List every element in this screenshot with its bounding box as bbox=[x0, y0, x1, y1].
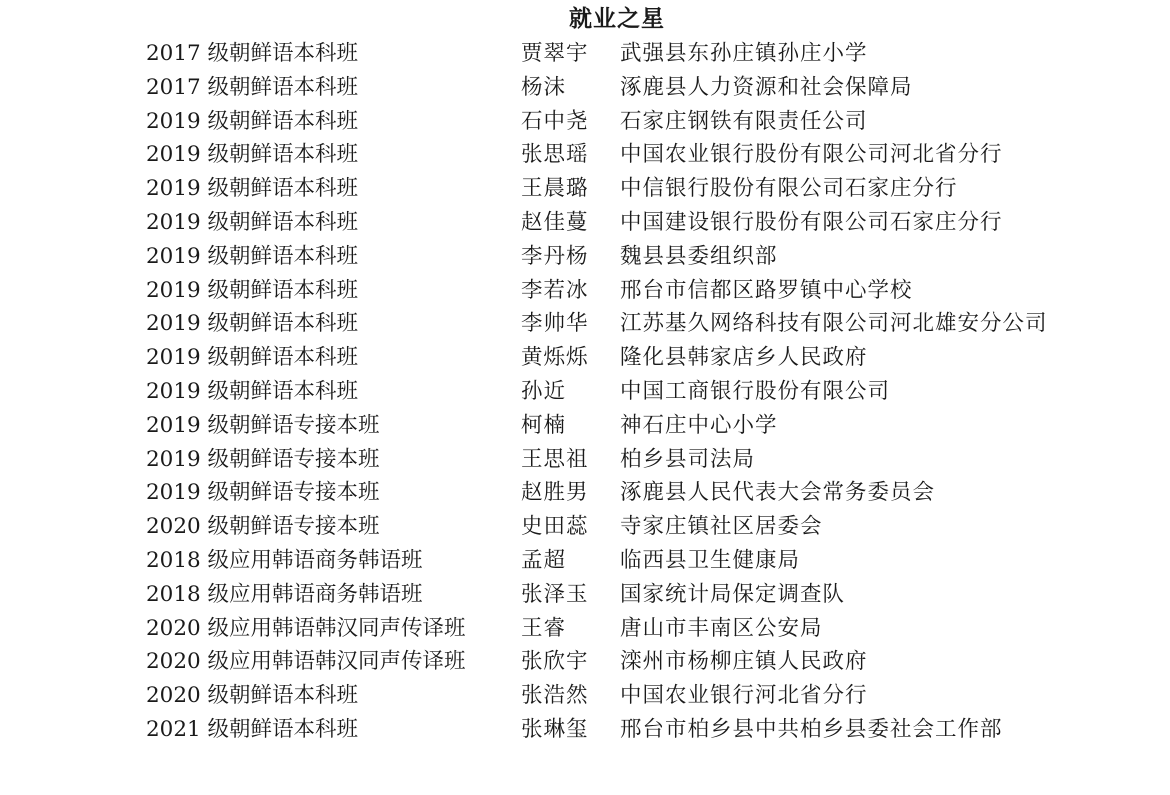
employer: 魏县县委组织部 bbox=[620, 243, 778, 269]
employer: 中国农业银行河北省分行 bbox=[620, 683, 868, 709]
class-name: 2019 级朝鲜语本科班 bbox=[146, 243, 359, 269]
class-name: 2019 级朝鲜语本科班 bbox=[146, 176, 359, 202]
student-name: 史田蕊 bbox=[521, 514, 589, 540]
employer: 国家统计局保定调查队 bbox=[620, 581, 846, 607]
student-name: 张欣宇 bbox=[521, 649, 589, 675]
list-item bbox=[0, 240, 1170, 274]
list-item bbox=[0, 409, 1170, 443]
list-item bbox=[0, 713, 1170, 747]
employer: 涿鹿县人民代表大会常务委员会 bbox=[620, 480, 936, 506]
list-item bbox=[0, 510, 1170, 544]
student-name: 张琳玺 bbox=[521, 716, 589, 742]
page-title: 就业之星 bbox=[569, 6, 665, 32]
class-name: 2019 级朝鲜语专接本班 bbox=[146, 412, 380, 438]
student-name: 王晨璐 bbox=[521, 176, 589, 202]
employer: 滦州市杨柳庄镇人民政府 bbox=[620, 649, 868, 675]
student-name: 张思瑶 bbox=[521, 142, 589, 168]
list-item bbox=[0, 341, 1170, 375]
student-name: 赵佳蔓 bbox=[521, 209, 589, 235]
class-name: 2020 级朝鲜语本科班 bbox=[146, 683, 359, 709]
class-name: 2019 级朝鲜语本科班 bbox=[146, 378, 359, 404]
list-item bbox=[0, 274, 1170, 308]
class-name: 2021 级朝鲜语本科班 bbox=[146, 716, 359, 742]
class-name: 2019 级朝鲜语本科班 bbox=[146, 277, 359, 303]
student-name: 李帅华 bbox=[521, 311, 589, 337]
employer: 邢台市柏乡县中共柏乡县委社会工作部 bbox=[620, 716, 1003, 742]
list-item bbox=[0, 206, 1170, 240]
student-name: 孟超 bbox=[521, 547, 567, 573]
student-name: 黄烁烁 bbox=[521, 345, 589, 371]
employer: 隆化县韩家店乡人民政府 bbox=[620, 345, 868, 371]
student-name: 张浩然 bbox=[521, 683, 589, 709]
list-item bbox=[0, 443, 1170, 477]
list-item bbox=[0, 172, 1170, 206]
student-name: 贾翠宇 bbox=[521, 41, 589, 66]
employer: 武强县东孙庄镇孙庄小学 bbox=[620, 41, 868, 66]
class-name: 2017 级朝鲜语本科班 bbox=[146, 74, 359, 100]
student-name: 王思祖 bbox=[521, 446, 589, 472]
employer: 柏乡县司法局 bbox=[620, 446, 756, 472]
list-item bbox=[0, 476, 1170, 510]
class-name: 2020 级应用韩语韩汉同声传译班 bbox=[146, 615, 466, 641]
list-item bbox=[0, 544, 1170, 578]
student-name: 张泽玉 bbox=[521, 581, 589, 607]
student-name: 李丹杨 bbox=[521, 243, 589, 269]
list-item bbox=[0, 645, 1170, 679]
employer: 中国农业银行股份有限公司河北省分行 bbox=[620, 142, 1003, 168]
student-name: 孙近 bbox=[521, 378, 567, 404]
class-name: 2020 级应用韩语韩汉同声传译班 bbox=[146, 649, 466, 675]
class-name: 2019 级朝鲜语本科班 bbox=[146, 345, 359, 371]
list-item bbox=[0, 679, 1170, 713]
employer: 中国工商银行股份有限公司 bbox=[620, 378, 891, 404]
student-name: 赵胜男 bbox=[521, 480, 589, 506]
employer: 中信银行股份有限公司石家庄分行 bbox=[620, 176, 958, 202]
student-name: 李若冰 bbox=[521, 277, 589, 303]
student-name: 石中尧 bbox=[521, 108, 589, 134]
list-item bbox=[0, 138, 1170, 172]
class-name: 2017 级朝鲜语本科班 bbox=[146, 41, 359, 66]
class-name: 2019 级朝鲜语专接本班 bbox=[146, 480, 380, 506]
class-name: 2019 级朝鲜语本科班 bbox=[146, 108, 359, 134]
employer: 涿鹿县人力资源和社会保障局 bbox=[620, 74, 913, 100]
list-item bbox=[0, 375, 1170, 409]
class-name: 2019 级朝鲜语本科班 bbox=[146, 209, 359, 235]
list-item bbox=[0, 105, 1170, 139]
list-item bbox=[0, 612, 1170, 646]
list-item bbox=[0, 71, 1170, 105]
employer: 神石庄中心小学 bbox=[620, 412, 778, 438]
student-name: 杨沫 bbox=[521, 74, 567, 100]
class-name: 2018 级应用韩语商务韩语班 bbox=[146, 581, 423, 607]
class-name: 2018 级应用韩语商务韩语班 bbox=[146, 547, 423, 573]
employer: 邢台市信都区路罗镇中心学校 bbox=[620, 277, 913, 303]
employer: 中国建设银行股份有限公司石家庄分行 bbox=[620, 209, 1003, 235]
employer: 临西县卫生健康局 bbox=[620, 547, 801, 573]
list-item bbox=[0, 307, 1170, 341]
class-name: 2020 级朝鲜语专接本班 bbox=[146, 514, 380, 540]
list-item bbox=[0, 578, 1170, 612]
employer: 寺家庄镇社区居委会 bbox=[620, 514, 823, 540]
employer: 石家庄钢铁有限责任公司 bbox=[620, 108, 868, 134]
employment-list bbox=[0, 37, 1170, 747]
class-name: 2019 级朝鲜语本科班 bbox=[146, 311, 359, 337]
class-name: 2019 级朝鲜语专接本班 bbox=[146, 446, 380, 472]
student-name: 柯楠 bbox=[521, 412, 567, 438]
student-name: 王睿 bbox=[521, 615, 567, 641]
list-item bbox=[0, 37, 1170, 71]
class-name: 2019 级朝鲜语本科班 bbox=[146, 142, 359, 168]
employer: 唐山市丰南区公安局 bbox=[620, 615, 823, 641]
employer: 江苏基久网络科技有限公司河北雄安分公司 bbox=[620, 311, 1048, 337]
